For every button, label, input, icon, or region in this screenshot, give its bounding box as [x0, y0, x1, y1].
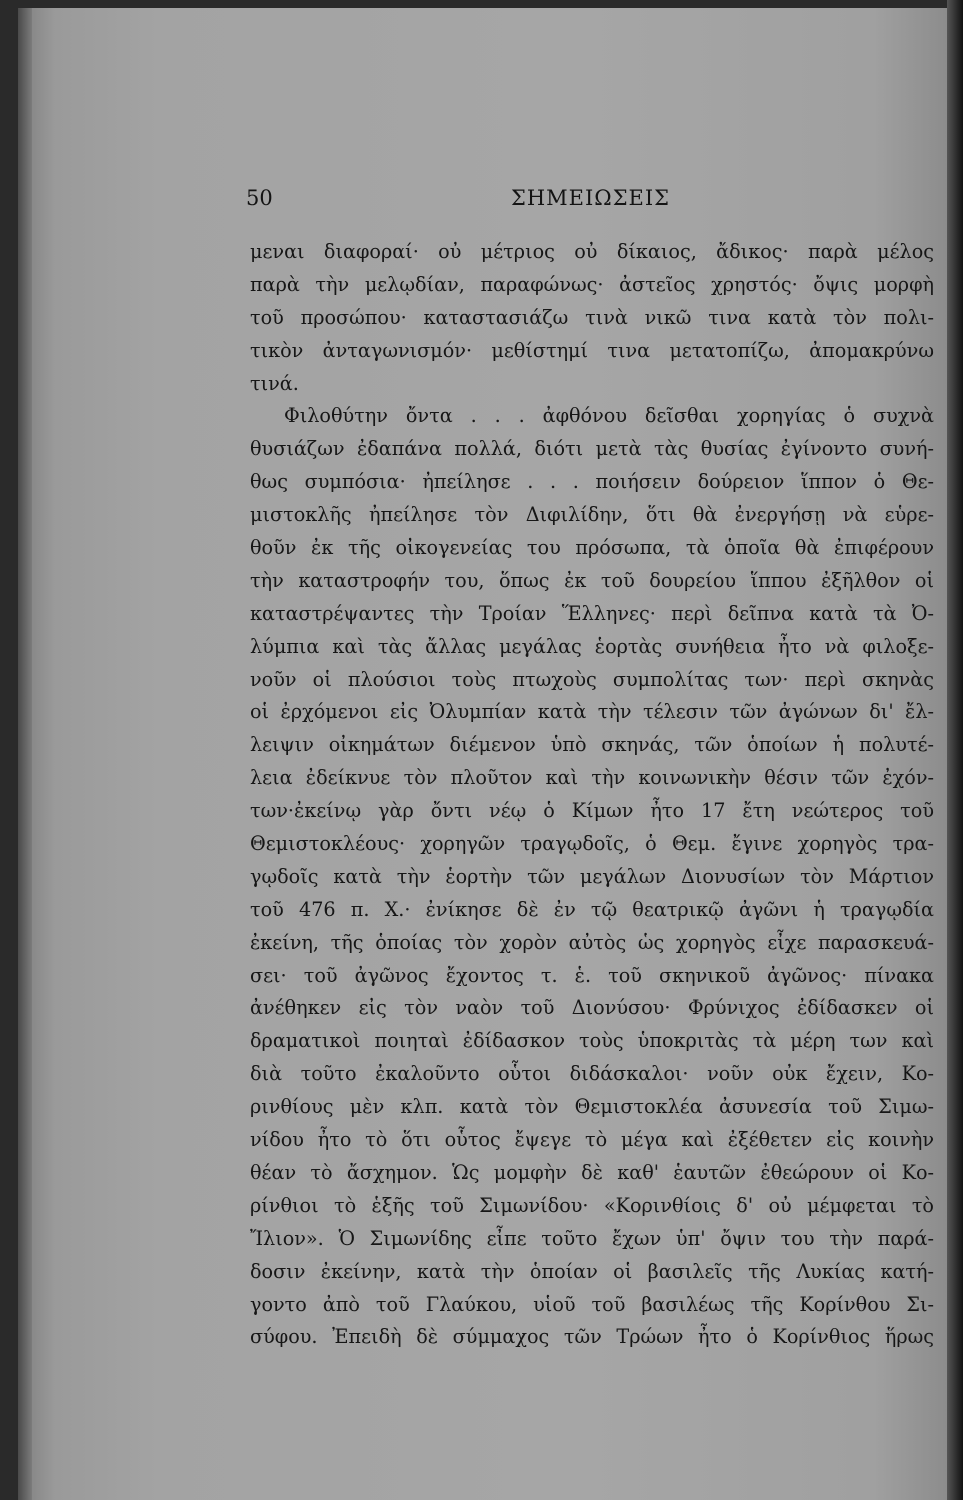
text-line: ρινθίους μὲν κλπ. κατὰ τὸν Θεμιστοκλέα ἀσυνεσία τοῦ Σιμω- — [250, 1095, 934, 1119]
text-line: θως συμπόσια· ἠπείλησε . . . ποιήσειν δούρειον ἵππον ὁ Θε- — [250, 470, 934, 494]
text-line: τοῦ 476 π. Χ.· ἐνίκησε δὲ ἐν τῷ θεατρικῷ ἀγῶνι ἡ τραγῳδία — [250, 897, 934, 921]
text-line: Φιλοθύτην ὄντα . . . ἀφθόνου δεῖσθαι χορηγίας ὁ συχνὰ — [284, 404, 934, 428]
text-line: τικὸν ἀνταγωνισμόν· μεθίστημί τινα μετατοπίζω, ἀπομακρύνω — [250, 338, 934, 362]
text-line: νοῦν οἱ πλούσιοι τοὺς πτωχοὺς συμπολίτας των· περὶ σκηνὰς — [250, 667, 934, 691]
text-line: παρὰ τὴν μελῳδίαν, παραφώνως· ἀστεῖος χρηστός· ὄψις μορφὴ — [250, 272, 934, 296]
page-edge-shadow — [18, 8, 32, 1500]
text-line: γοντο ἀπὸ τοῦ Γλαύκου, υἱοῦ τοῦ βασιλέως τῆς Κορίνθου Σι- — [250, 1292, 934, 1316]
text-line: μιστοκλῆς ἠπείλησε τὸν Διφιλίδην, ὅτι θὰ ἐνεργήσῃ νὰ εὑρε- — [250, 503, 934, 527]
text-line: λύμπια καὶ τὰς ἄλλας μεγάλας ἑορτὰς συνήθεια ἦτο νὰ φιλοξε- — [250, 634, 934, 658]
text-line: ἀνέθηκεν εἰς τὸν ναὸν τοῦ Διονύσου· Φρύνιχος ἐδίδασκεν οἱ — [250, 996, 934, 1020]
text-line: οἱ ἐρχόμενοι εἰς Ὀλυμπίαν κατὰ τὴν τέλεσιν τῶν ἀγώνων δι' ἔλ- — [250, 700, 934, 724]
page-header — [246, 186, 940, 216]
running-head: ΣΗΜΕΙΩΣΕΙΣ — [511, 186, 671, 210]
text-line: σει· τοῦ ἀγῶνος ἔχοντος τ. ἑ. τοῦ σκηνικοῦ ἀγῶνος· πίνακα — [250, 963, 934, 987]
text-line: τοῦ προσώπου· καταστασιάζω τινὰ νικῶ τινα κατὰ τὸν πολι- — [250, 305, 934, 329]
text-line: γῳδοῖς κατὰ τὴν ἑορτὴν τῶν μεγάλων Διονυσίων τὸν Μάρτιον — [250, 864, 934, 888]
text-line: θέαν τὸ ἄσχημον. Ὡς μομφὴν δὲ καθ' ἑαυτῶν ἐθεώρουν οἱ Κο- — [250, 1160, 934, 1184]
text-line: τινά. — [250, 371, 299, 395]
text-line: θοῦν ἐκ τῆς οἰκογενείας του πρόσωπα, τὰ ὁποῖα θὰ ἐπιφέρουν — [250, 536, 934, 560]
text-line: Θεμιστοκλέους· χορηγῶν τραγῳδοῖς, ὁ Θεμ. ἔγινε χορηγὸς τρα- — [250, 832, 934, 856]
text-line: μεναι διαφοραί· οὐ μέτριος οὐ δίκαιος, ἄδικος· παρὰ μέλος — [250, 240, 934, 263]
text-line: θυσιάζων ἐδαπάνα πολλά, διότι μετὰ τὰς θυσίας ἐγίνοντο συνή- — [250, 437, 934, 461]
text-line: των·ἐκείνῳ γὰρ ὄντι νέῳ ὁ Κίμων ἦτο 17 ἔτη νεώτερος τοῦ — [250, 799, 934, 823]
text-line: νίδου ἦτο τὸ ὅτι οὗτος ἔψεγε τὸ μέγα καὶ ἐξέθετεν εἰς κοινὴν — [250, 1128, 934, 1152]
text-line: λειψιν οἰκημάτων διέμενον ὑπὸ σκηνάς, τῶν ὁποίων ἡ πολυτέ- — [250, 733, 934, 757]
text-line: διὰ τοῦτο ἐκαλοῦντο οὗτοι διδάσκαλοι· νοῦν οὐκ ἔχειν, Κο- — [250, 1062, 934, 1086]
text-line: δοσιν ἐκείνην, κατὰ τὴν ὁποίαν οἱ βασιλεῖς τῆς Λυκίας κατή- — [250, 1259, 934, 1283]
text-line: Ἴλιον». Ὁ Σιμωνίδης εἶπε τοῦτο ἔχων ὑπ' ὄψιν του τὴν παρά- — [250, 1226, 934, 1250]
text-line: τὴν καταστροφήν του, ὅπως ἐκ τοῦ δουρείου ἵππου ἐξῆλθον οἱ — [250, 568, 934, 592]
binding-shadow — [947, 0, 963, 1500]
page-number: 50 — [246, 186, 273, 210]
text-line: σύφου. Ἐπειδὴ δὲ σύμμαχος τῶν Τρώων ἦτο ὁ Κορίνθιος ἥρως — [250, 1325, 934, 1349]
body-text — [250, 236, 934, 1354]
text-line: καταστρέψαντες τὴν Τροίαν Ἕλληνες· περὶ δεῖπνα κατὰ τὰ Ὀ- — [250, 601, 934, 625]
text-line: δραματικοὶ ποιηταὶ ἐδίδασκον τοὺς ὑποκριτὰς τὰ μέρη των καὶ — [250, 1029, 934, 1053]
text-line: ἐκείνη, τῆς ὁποίας τὸν χορὸν αὐτὸς ὡς χορηγὸς εἶχε παρασκευά- — [250, 930, 934, 954]
text-line: ρίνθιοι τὸ ἑξῆς τοῦ Σιμωνίδου· «Κορινθίοις δ' οὐ μέμφεται τὸ — [250, 1193, 934, 1217]
text-line: λεια ἐδείκνυε τὸν πλοῦτον καὶ τὴν κοινωνικὴν θέσιν τῶν ἐχόν- — [250, 766, 934, 790]
